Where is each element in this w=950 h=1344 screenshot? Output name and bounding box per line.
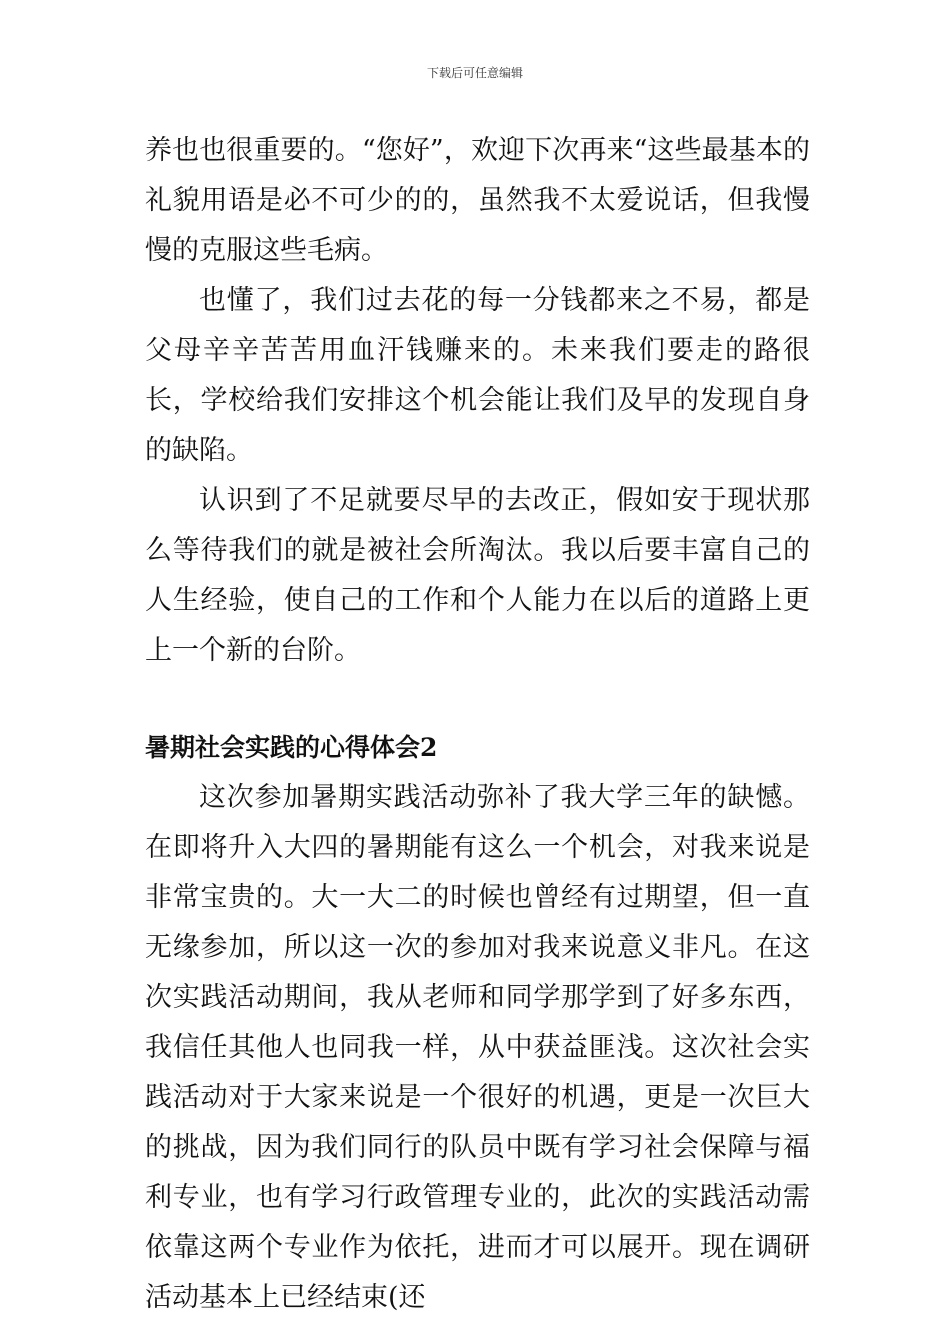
document-body: [145, 126, 810, 1323]
section-title: 暑期社会实践的心得体会2: [145, 733, 438, 762]
page-header: 下载后可任意编辑: [426, 66, 523, 80]
paragraph: 这次参加暑期实践活动弥补了我大学三年的缺憾。在即将升入大四的暑期能有这么一个机会，对我来说是非常宝贵的。大一大二的时候也曾经有过期望，但一直无缘参加，所以这一次的参加对我来说意义非凡。在这次实践活动期间，我从老师和同学那学到了好多东西，我信任其他人也同我一样，从中获益匪浅。这次社会实践活动对于大家来说是一个很好的机遇，更是一次巨大的挑战，因为我们同行的队员中既有学习社会保障与福利专业，也有学习行政管理专业的，此次的实践活动需依靠这两个专业作为依托，进而才可以展开。现在调研活动基本上已经结束(还: [145, 782, 810, 1313]
paragraph: 认识到了不足就要尽早的去改正，假如安于现状那么等待我们的就是被社会所淘汰。我以后要丰富自己的人生经验，使自己的工作和个人能力在以后的道路上更上一个新的台阶。: [145, 485, 810, 666]
paragraph: 也懂了，我们过去花的每一分钱都来之不易，都是父母辛辛苦苦用血汗钱赚来的。未来我们要走的路很长，学校给我们安排这个机会能让我们及早的发现自身的缺陷。: [145, 285, 810, 466]
paragraph-continued: 养也也很重要的。“您好”，欢迎下次再来“这些最基本的礼貌用语是必不可少的的，虽然我不太爱说话，但我慢慢的克服这些毛病。: [145, 135, 810, 266]
